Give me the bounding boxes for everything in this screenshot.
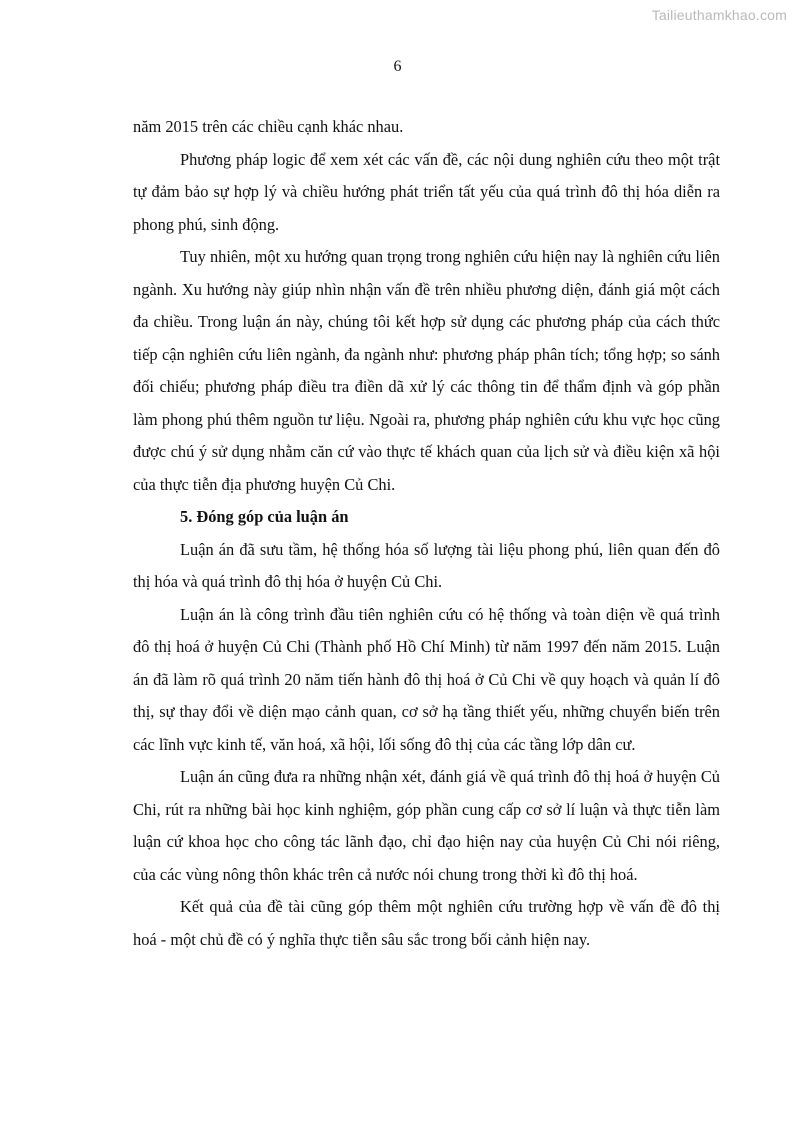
paragraph-contribution-2: Luận án là công trình đầu tiên nghiên cứu có hệ thống và toàn diện về quá trình đô thị hoá ở huyện Củ Chi (Thành phố Hồ Chí Minh) từ năm 1997 đến năm 2015. Luận án đã làm rõ quá trình 20 năm tiến hành đô thị hoá ở Củ Chi về quy hoạch và quản lí đô thị, sự thay đổi về diện mạo cảnh quan, cơ sở hạ tầng thiết yếu, những chuyển biến trên các lĩnh vực kinh tế, văn hoá, xã hội, lối sống đô thị của các tầng lớp dân cư. xyxy=(133,604,720,754)
paragraph-interdisciplinary: Tuy nhiên, một xu hướng quan trọng trong nghiên cứu hiện nay là nghiên cứu liên ngành. Xu hướng này giúp nhìn nhận vấn đề trên nhiều phương diện, đánh giá một cách đa chiều. Trong luận án này, chúng tôi kết hợp sử dụng các phương pháp của cách thức tiếp cận nghiên cứu liên ngành, đa ngành như: phương pháp phân tích; tổng hợp; so sánh đối chiếu; phương pháp điều tra điền dã xử lý các thông tin để thẩm định và góp phần làm phong phú thêm nguồn tư liệu. Ngoài ra, phương pháp nghiên cứu khu vực học cũng được chú ý sử dụng nhằm căn cứ vào thực tế khách quan của lịch sử và điều kiện xã hội của thực tiễn địa phương huyện Củ Chi. xyxy=(133,247,720,494)
paragraph-contribution-1: Luận án đã sưu tầm, hệ thống hóa số lượng tài liệu phong phú, liên quan đến đô thị hóa và quá trình đô thị hóa ở huyện Củ Chi. xyxy=(133,539,720,591)
page-number: 6 xyxy=(393,58,402,75)
document-body xyxy=(133,111,720,956)
section-heading: 5. Đóng góp của luận án xyxy=(180,507,349,526)
paragraph-continuation: năm 2015 trên các chiều cạnh khác nhau. xyxy=(133,117,404,136)
paragraph-logic-method: Phương pháp logic để xem xét các vấn đề, các nội dung nghiên cứu theo một trật tự đảm bảo sự hợp lý và chiều hướng phát triển tất yếu của quá trình đô thị hóa diễn ra phong phú, sinh động. xyxy=(133,149,720,234)
paragraph-contribution-3: Luận án cũng đưa ra những nhận xét, đánh giá về quá trình đô thị hoá ở huyện Củ Chi, rút ra những bài học kinh nghiệm, góp phần cung cấp cơ sở lí luận và thực tiễn làm luận cứ khoa học cho công tác lãnh đạo, chỉ đạo hiện nay của huyện Củ Chi nói riêng, của các vùng nông thôn khác trên cả nước nói chung trong thời kì đô thị hoá. xyxy=(133,767,720,884)
watermark: Tailieuthamkhao.com xyxy=(651,7,787,23)
paragraph-contribution-4: Kết quả của đề tài cũng góp thêm một nghiên cứu trường hợp về vấn đề đô thị hoá - một chủ đề có ý nghĩa thực tiễn sâu sắc trong bối cảnh hiện nay. xyxy=(133,897,720,949)
